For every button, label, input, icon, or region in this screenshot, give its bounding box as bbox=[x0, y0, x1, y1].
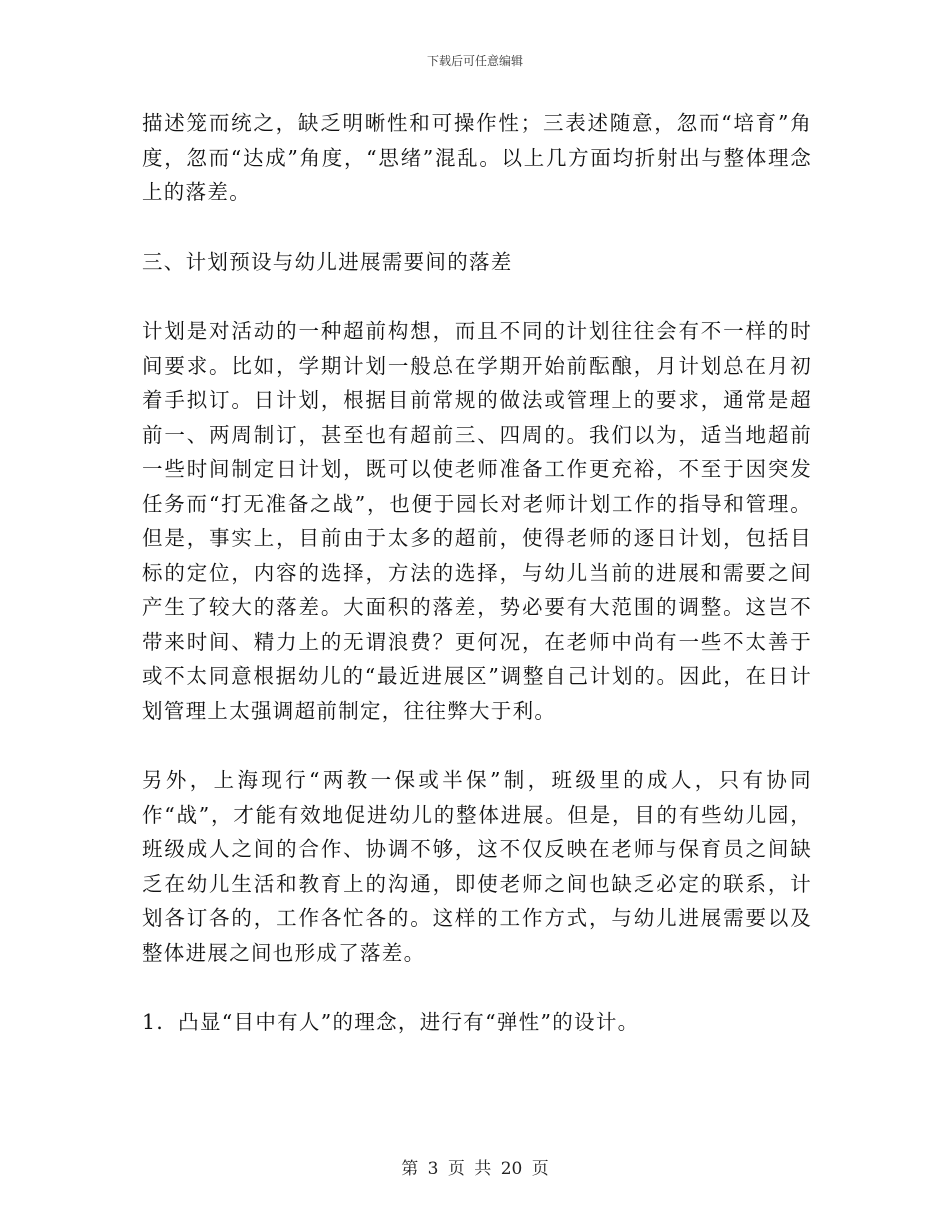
paragraph-continuation: 描述笼而统之，缺乏明晰性和可操作性；三表述随意，忽而“培育”角度，忽而“达成”角度，“思绪”混乱。以上几方面均折射出与整体理念上的落差。 bbox=[142, 111, 812, 204]
paragraph-class-cooperation: 另外，上海现行“两教一保或半保”制，班级里的成人，只有协同作“战”，才能有效地促进幼儿的整体进展。但是，目的有些幼儿园，班级成人之间的合作、协调不够，这不仅反映在老师与保育员之间缺乏在幼儿生活和教育上的沟通，即使老师之间也缺乏必定的联系，计划各订各的，工作各忙各的。这样的工作方式，与幼儿进展需要以及整体进展之间也形成了落差。 bbox=[142, 768, 812, 965]
paragraph-gap bbox=[142, 728, 812, 763]
section-heading-3: 三、计划预设与幼儿进展需要间的落差 bbox=[142, 249, 513, 274]
page-header-note: 下载后可任意编辑 bbox=[426, 54, 523, 68]
paragraph-gap bbox=[142, 970, 812, 1005]
paragraph-gap bbox=[142, 210, 812, 245]
numbered-item-1: 1．凸显“目中有人”的理念，进行有“弹性”的设计。 bbox=[142, 1010, 640, 1034]
page-number: 第 3 页 共 20 页 bbox=[401, 1159, 549, 1179]
paragraph-plan-timing: 计划是对活动的一种超前构想，而且不同的计划往往会有不一样的时间要求。比如，学期计划一般总在学期开始前酝酿，月计划总在月初着手拟订。日计划，根据目前常规的做法或管理上的要求，通常是超前一、两周制订，甚至也有超前三、四周的。我们以为，适当地超前一些时间制定日计划，既可以使老师准备工作更充裕，不至于因突发任务而“打无准备之战”，也便于园长对老师计划工作的指导和管理。但是，事实上，目前由于太多的超前，使得老师的逐日计划，包括目标的定位，内容的选择，方法的选择，与幼儿当前的进展和需要之间产生了较大的落差。大面积的落差，势必要有大范围的调整。这岂不带来时间、精力上的无谓浪费？更何况，在老师中尚有一些不太善于或不太同意根据幼儿的“最近进展区”调整自己计划的。因此，在日计划管理上太强调超前制定，往往弊大于利。 bbox=[142, 319, 812, 723]
document-body bbox=[142, 106, 812, 1040]
paragraph-gap bbox=[142, 279, 812, 314]
